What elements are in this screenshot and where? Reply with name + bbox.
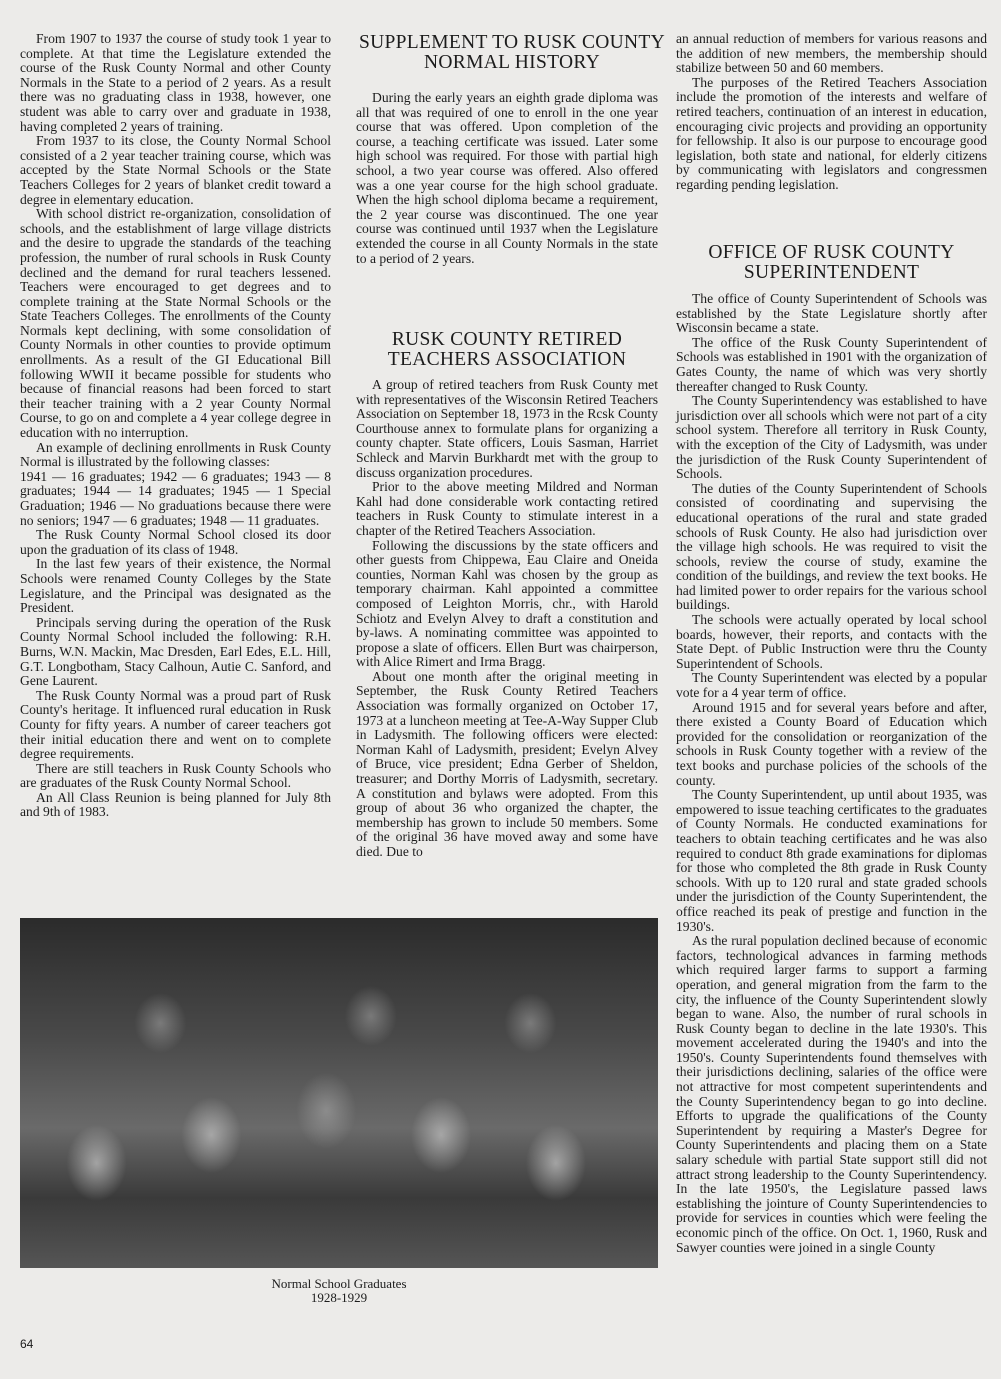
paragraph: The County Superintendent was elected by a popular vote for a 4 year term of office. xyxy=(676,670,987,701)
paragraph: With school district re-organization, consolidation of schools, and the establishment of large village districts and the desire to upgrade the standards of the teaching profession, the number of rural schools in Rusk County declined and the demand for rural teachers lessened. Teachers were encouraged to get degrees and to complete training at the State Normal Schools or the State Teachers Colleges. The enrollments of the County Normals kept declining, with some consolidation of County Normals in other counties to provide optimum enrollments. As a result of the GI Educational Bill following WWII it became possible for students who because of financial reasons had been forced to start their teacher training with a 2 year County Normal Course, to go on and complete a 4 year college degree in education with no interruption. xyxy=(20,206,331,441)
paragraph: The County Superintendent, up until about 1935, was empowered to issue teaching certificates to the graduates of County Normals. He conducted examinations for teachers to obtain teaching certificates and he was also required to conduct 8th grade examinations for diplomas for those who completed the 8th grade in Rusk County schools. With up to 120 rural and state graded schools under the jurisdiction of the County Superintendent, the office reached its peak of prestige and function in the 1930's. xyxy=(676,787,987,934)
photo-caption xyxy=(20,1277,658,1305)
paragraph: From 1937 to its close, the County Normal School consisted of a 2 year teacher training course, which was accepted by the State Normal Schools or the State Teachers Colleges for 2 years of blanket credit toward a degree in elementary education. xyxy=(20,133,331,207)
column-supplement xyxy=(356,91,658,266)
paragraph: An example of declining enrollments in Rusk County Normal is illustrated by the following classes: xyxy=(20,439,331,470)
paragraph: The duties of the County Superintendent of Schools consisted of coordinating and supervising the educational operations of the rural and state graded schools of Rusk County. He also had jurisdiction over the village high schools. He was required to visit the schools, review the course of study, examine the condition of the buildings, and review the text books. He had limited power to order repairs for the various school buildings. xyxy=(676,480,987,613)
paragraph: The Rusk County Normal School closed its door upon the graduation of its class of 1948. xyxy=(20,527,331,557)
heading-retired-teachers: RUSK COUNTY RETIRED TEACHERS ASSOCIATION xyxy=(387,329,627,370)
heading-supplement: SUPPLEMENT TO RUSK COUNTY NORMAL HISTORY xyxy=(358,32,665,73)
column-retired-continued xyxy=(676,32,987,193)
caption-line: Normal School Graduates xyxy=(271,1276,407,1291)
paragraph: The purposes of the Retired Teachers Association include the promotion of the interests and welfare of retired teachers, continuation of an interest in education, encouraging civic projects and providing an opportunity for fellowship. It also is our purpose to encourage good legislation, both state and national, for elderly citizens by communicating with legislators and congressmen regarding pending legislation. xyxy=(676,74,987,192)
paragraph: An All Class Reunion is being planned for July 8th and 9th of 1983. xyxy=(20,789,331,820)
paragraph: Prior to the above meeting Mildred and Norman Kahl had done considerable work contacting retired teachers in Rusk County to stimulate interest in a chapter of the Retired Teachers Association. xyxy=(356,479,658,538)
paragraph: The County Superintendency was established to have jurisdiction over all schools which were not part of a city school system. Therefore all territory in Rusk County, with the exception of the City of Ladysmith, was under the jurisdiction of the Rusk County Superintendent of Schools. xyxy=(676,393,987,482)
page-number: 64 xyxy=(20,1337,34,1351)
heading-office-superintendent: OFFICE OF RUSK COUNTY SUPERINTENDENT xyxy=(708,242,955,283)
paragraph: About one month after the original meeting in September, the Rusk County Retired Teachers Association was formally organized on October 17, 1973 at a luncheon meeting at Tee-A-Way Supper Club in Ladysmith. The following officers were elected: Norman Kahl of Ladysmith, president; Evelyn Alvey of Bruce, vice president; Edna Gerber of Sheldon, treasurer; and Dorthy Morris of Ladysmith, secretary. A constitution and bylaws were adopted. From this group of about 36 who organized the chapter, the membership has grown to include 50 members. Some of the original 36 have moved away and some have died. Due to xyxy=(356,668,658,859)
paragraph: There are still teachers in Rusk County Schools who are graduates of the Rusk County Normal School. xyxy=(20,760,331,791)
paragraph: As the rural population declined because of economic factors, technological advances in farming methods which required larger farms to support a farming operation, and general migration from the farm to the city, the influence of the County Superintendent slowly began to wane. Also, the number of rural schools in Rusk County began to decline in the late 1930's. This movement accelerated during the 1940's and into the 1950's. County Superintendents found themselves with their jurisdictions declining, salaries of the office were not attractive for most competent superintendents and the County Superintendency began to go into decline. Efforts to upgrade the qualifications of the County Superintendent by requiring a Master's Degree for County Superintendents and placing them on a State salary schedule with partial State support still did not attract strong leadership to the County Superintendency. In the late 1950's, the Legislature passed laws establishing the jointure of County Superintendencies to provide for services in counties which were feeling the economic pinch of the office. On Oct. 1, 1960, Rusk and Sawyer counties were joined in a single County xyxy=(676,933,987,1255)
paragraph: an annual reduction of members for various reasons and the addition of new members, the membership should stabilize between 50 and 60 members. xyxy=(676,31,987,76)
paragraph: Principals serving during the operation of the Rusk County Normal School included the following: R.H. Burns, W.N. Mackin, Mac Dresden, Earl Edes, E.L. Hill, G.T. Longbotham, Stacy Calhoun, Autie C. Sanford, and Gene Laurent. xyxy=(20,614,331,689)
paragraph: The schools were actually operated by local school boards, however, their reports, and contacts with the State Dept. of Public Instruction were thru the County Superintendent of Schools. xyxy=(676,612,987,671)
paragraph: Following the discussions by the state officers and other guests from Chippewa, Eau Claire and Oneida counties, Norman Kahl was chosen by the group as temporary chairman. Kahl appointed a committee composed of Leighton Morris, chr., with Harold Schiotz and Evelyn Alvey to draft a constitution and by-laws. A nominating committee was appointed to propose a slate of officers. Ellen Burt was chairperson, with Alice Rimert and Irma Bragg. xyxy=(356,537,658,670)
paragraph: Around 1915 and for several years before and after, there existed a County Board of Education which provided for the consolidation or reorganization of the schools in Rusk County together with a review of the text books and purchase policies of the schools of the county. xyxy=(676,699,987,788)
paragraph: A group of retired teachers from Rusk County met with representatives of the Wisconsin Retired Teachers Association on September 18, 1973 in the Rcsk County Courthouse annex to formulate plans for organizing a county chapter. State officers, Louis Sasman, Harriet Schleck and Marvin Burkhardt met with the group to discuss organization procedures. xyxy=(356,377,658,480)
paragraph: The office of the Rusk County Superintendent of Schools was established in 1901 with the organization of Gates County, the name of which was very shortly thereafter changed to Rusk County. xyxy=(676,334,987,394)
class-group-photo xyxy=(20,918,658,1268)
graduate-counts: 1941 — 16 graduates; 1942 — 6 graduates; 1943 — 8 graduates; 1944 — 14 graduates; 1945 — 1 Special Graduation; 1946 — No graduations because there were no seniors; 1947 — 6 graduates; 1948 — 11 graduates. xyxy=(20,468,331,528)
caption-line: 1928-1929 xyxy=(310,1290,368,1305)
paragraph: In the last few years of their existence, the Normal Schools were renamed County Colleges by the State Legislature, and the Principal was designated as the President. xyxy=(20,556,331,616)
column-normal-history xyxy=(20,32,331,820)
paragraph: The office of County Superintendent of Schools was established by the State Legislature shortly after Wisconsin became a state. xyxy=(676,291,987,336)
paragraph: The Rusk County Normal was a proud part of Rusk County's heritage. It influenced rural education in Rusk County for fifty years. A number of career teachers got their initial education there and went on to complete degree requirements. xyxy=(20,687,331,762)
column-retired-teachers xyxy=(356,378,658,860)
paragraph: From 1907 to 1937 the course of study took 1 year to complete. At that time the Legislature extended the course of the Rusk County Normal and other County Normals in the State to a period of 2 years. As a result there was no graduating class in 1938, however, one student was able to carry over and graduate in 1938, having completed 2 years of training. xyxy=(20,31,331,134)
column-office-superintendent xyxy=(676,292,987,1255)
paragraph: During the early years an eighth grade diploma was all that was required of one to enroll in the one year course that was offered. Upon completion of the course, a teaching certificate was issued. Later some high school was required. For those with partial high school, a two year course was offered. Also offered was a one year course for the high school graduate. When the high school diploma became a requirement, the 2 year course was discontinued. The one year course was continued until 1937 when the Legislature extended the course in all County Normals in the state to a period of 2 years. xyxy=(356,90,658,266)
